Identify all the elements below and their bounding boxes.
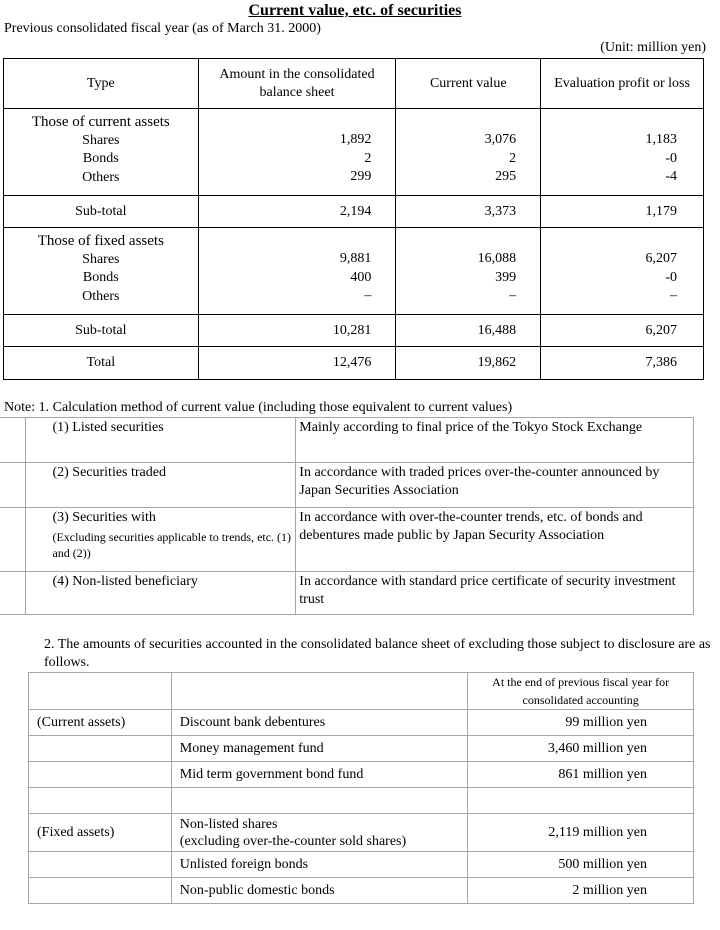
fixed-profits xyxy=(541,228,704,315)
security-amount: 99 million yen xyxy=(468,710,694,736)
cell-value: – xyxy=(509,288,517,303)
page-title: Current value, etc. of securities xyxy=(248,2,462,19)
cell-value: 2 xyxy=(364,150,372,166)
empty-cell xyxy=(171,673,468,710)
cell-value: -0 xyxy=(665,150,677,166)
cell-value: 299 xyxy=(350,169,372,184)
cell-value: 1,179 xyxy=(541,196,704,228)
empty-cell xyxy=(29,852,172,878)
note2-table xyxy=(28,672,694,904)
current-values xyxy=(396,109,541,196)
note-method-label: (4) Non-listed beneficiary xyxy=(26,572,296,615)
note2-heading: 2. The amounts of securities accounted in the consolidated balance sheet of excluding those subject to disclosure are as follows. xyxy=(44,637,711,670)
empty-cell xyxy=(29,736,172,762)
header-type: Type xyxy=(4,59,199,109)
security-name: Discount bank debentures xyxy=(171,710,468,736)
empty-cell xyxy=(29,878,172,904)
table-row xyxy=(29,788,694,814)
table-header-row xyxy=(4,59,704,109)
table-row xyxy=(29,852,694,878)
security-name: Money management fund xyxy=(171,736,468,762)
table-row xyxy=(29,814,694,852)
header-amount: Amount in the consolidated balance sheet xyxy=(198,59,396,109)
note-method-desc: In accordance with traded prices over-the-counter announced by Japan Securities Association xyxy=(296,463,694,508)
note-method-desc: Mainly according to final price of the Tokyo Stock Exchange xyxy=(296,418,694,463)
cell-value: -0 xyxy=(665,269,677,285)
header-evaluation: Evaluation profit or loss xyxy=(541,59,704,109)
row-label: Bonds xyxy=(82,270,119,285)
cell-value: 7,386 xyxy=(541,347,704,380)
note-spacer xyxy=(0,463,26,508)
cell-value: 2 xyxy=(509,150,517,166)
table-row xyxy=(29,673,694,710)
table-row xyxy=(4,315,704,347)
row-label: Shares xyxy=(82,132,120,148)
security-name: Unlisted foreign bonds xyxy=(171,852,468,878)
current-assets-label: (Current assets) xyxy=(29,710,172,736)
securities-table xyxy=(3,58,704,380)
cell-value: 1,183 xyxy=(645,132,677,147)
table-row xyxy=(0,463,694,508)
current-assets-labels xyxy=(4,109,199,196)
security-name-main: Non-listed shares xyxy=(179,816,278,832)
note2-column-header: At the end of previous fiscal year for consolidated accounting xyxy=(468,673,694,710)
total-label: Total xyxy=(4,347,199,380)
fixed-assets-label: (Fixed assets) xyxy=(29,814,172,852)
cell-value: – xyxy=(364,288,372,303)
unit-label: (Unit: million yen) xyxy=(600,40,706,55)
cell-value: 400 xyxy=(350,269,372,285)
note-method-label xyxy=(26,508,296,572)
cell-value: 19,862 xyxy=(396,347,541,380)
table-row xyxy=(0,572,694,615)
security-name xyxy=(171,814,468,852)
subtotal-label: Sub-total xyxy=(4,315,199,347)
note-method-desc: In accordance with over-the-counter trends, etc. of bonds and debentures made public by Japan Security Association xyxy=(296,508,694,572)
row-label: Others xyxy=(82,169,120,185)
cell-value: 1,892 xyxy=(339,132,372,147)
note-method-label: (2) Securities traded xyxy=(26,463,296,508)
row-label: Others xyxy=(82,288,120,304)
cell-value: 9,881 xyxy=(339,251,372,266)
current-profits xyxy=(541,109,704,196)
current-amounts xyxy=(198,109,396,196)
empty-cell xyxy=(29,788,172,814)
table-row xyxy=(29,736,694,762)
cell-value: 399 xyxy=(495,269,517,285)
fixed-assets-labels xyxy=(4,228,199,315)
table-row xyxy=(0,508,694,572)
security-name: Mid term government bond fund xyxy=(171,762,468,788)
note-spacer xyxy=(0,572,26,615)
table-row xyxy=(4,109,704,196)
cell-value: 2,194 xyxy=(198,196,396,228)
note-method-label: (1) Listed securities xyxy=(26,418,296,463)
empty-cell xyxy=(29,762,172,788)
cell-value: 3,373 xyxy=(396,196,541,228)
note-spacer xyxy=(0,508,26,572)
empty-cell xyxy=(29,673,172,710)
table-row xyxy=(29,710,694,736)
cell-value: 16,088 xyxy=(477,251,517,266)
cell-value: 10,281 xyxy=(198,315,396,347)
page-subtitle: Previous consolidated fiscal year (as of March 31. 2000) xyxy=(4,21,321,36)
note-method-label-sub: (Excluding securities applicable to trends, etc. (1) and (2)) xyxy=(52,530,292,560)
note-spacer xyxy=(0,418,26,463)
table-row xyxy=(29,878,694,904)
security-amount: 861 million yen xyxy=(468,762,694,788)
table-row xyxy=(0,418,694,463)
note1-table xyxy=(0,417,694,615)
current-assets-heading: Those of current assets xyxy=(31,114,170,130)
cell-value: 16,488 xyxy=(396,315,541,347)
note1-heading: Note: 1. Calculation method of current value (including those equivalent to current values) xyxy=(4,400,513,415)
fixed-values xyxy=(396,228,541,315)
table-row xyxy=(4,347,704,380)
row-label: Shares xyxy=(82,251,120,267)
note-method-label-main: (3) Securities with xyxy=(52,510,156,525)
table-row xyxy=(4,228,704,315)
empty-cell xyxy=(468,788,694,814)
subtotal-label: Sub-total xyxy=(4,196,199,228)
security-amount: 500 million yen xyxy=(468,852,694,878)
cell-value: 3,076 xyxy=(484,132,517,147)
row-label: Bonds xyxy=(82,151,119,166)
empty-cell xyxy=(171,788,468,814)
security-name-sub: (excluding over-the-counter sold shares) xyxy=(179,833,407,849)
fixed-assets-heading: Those of fixed assets xyxy=(37,233,164,249)
security-amount: 3,460 million yen xyxy=(468,736,694,762)
table-row xyxy=(29,762,694,788)
header-current-value: Current value xyxy=(396,59,541,109)
cell-value: 12,476 xyxy=(198,347,396,380)
security-amount: 2,119 million yen xyxy=(468,814,694,852)
cell-value: -4 xyxy=(665,169,677,184)
note-method-desc: In accordance with standard price certificate of security investment trust xyxy=(296,572,694,615)
cell-value: 295 xyxy=(495,169,517,184)
table-row xyxy=(4,196,704,228)
fixed-amounts xyxy=(198,228,396,315)
cell-value: 6,207 xyxy=(645,251,677,266)
cell-value: 6,207 xyxy=(541,315,704,347)
cell-value: – xyxy=(670,288,677,303)
security-name: Non-public domestic bonds xyxy=(171,878,468,904)
security-amount: 2 million yen xyxy=(468,878,694,904)
